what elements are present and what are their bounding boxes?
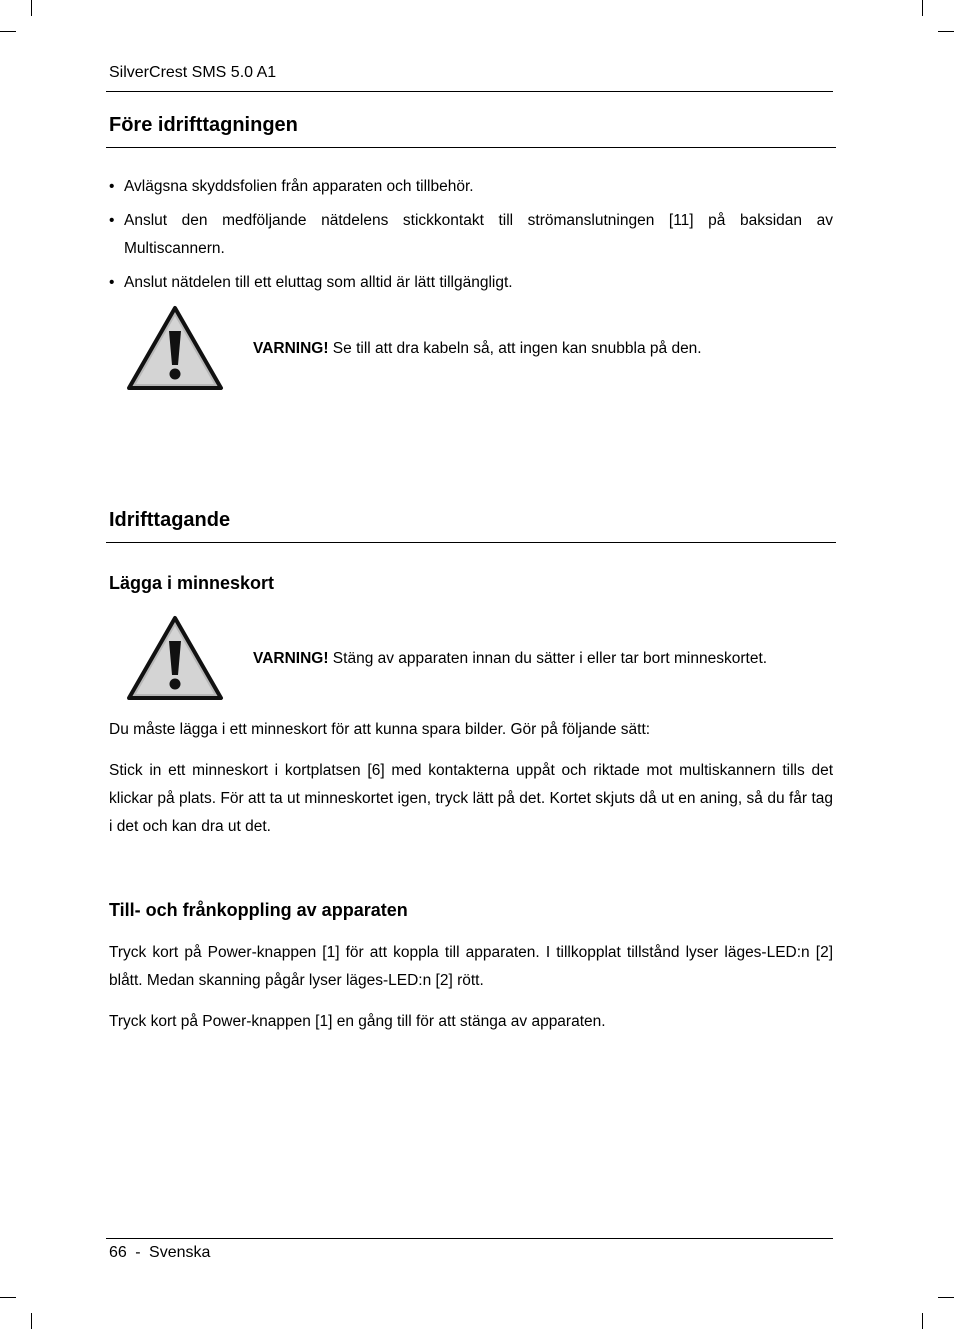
bullet-icon: •: [109, 178, 115, 195]
paragraph: Tryck kort på Power-knappen [1] en gång till för att stänga av apparaten.: [109, 1013, 606, 1030]
page-number: 66: [109, 1244, 127, 1261]
section-heading-startup: Idrifttagande: [109, 509, 231, 531]
bullet-icon: •: [109, 212, 115, 229]
bullet-icon: •: [109, 274, 115, 291]
section-rule: [106, 147, 836, 148]
crop-mark: [0, 1297, 16, 1298]
list-item-text: Avlägsna skyddsfolien från apparaten och tillbehör.: [124, 178, 474, 195]
warning-text: Stäng av apparaten innan du sätter i eller tar bort minneskortet.: [328, 650, 768, 667]
header-rule: [106, 91, 833, 92]
page-footer: [109, 1244, 210, 1262]
subheading-power: Till- och frånkoppling av apparaten: [109, 900, 408, 920]
crop-mark: [938, 1297, 954, 1298]
section-heading-before-use: Före idrifttagningen: [109, 114, 298, 136]
document-header: SilverCrest SMS 5.0 A1: [109, 64, 277, 81]
crop-mark: [922, 0, 923, 16]
list-item: [109, 207, 833, 263]
list-item-text: Anslut nätdelen till ett eluttag som alltid är lätt tillgängligt.: [124, 274, 513, 291]
warning-label: VARNING!: [253, 650, 329, 667]
warning-message: [253, 337, 702, 361]
warning-triangle-icon: [126, 305, 224, 391]
warning-text: Se till att dra kabeln så, att ingen kan snubbla på den.: [328, 340, 702, 357]
crop-mark: [31, 1313, 32, 1329]
paragraph: Stick in ett minneskort i kortplatsen [6] med kontakterna uppåt och riktade mot multiskannern tills det klickar på plats. För att ta ut minneskortet igen, tryck lätt på det. Kortet skjuts då ut en aning, så du får tag i det och kan dra ut det.: [109, 762, 833, 835]
footer-language: Svenska: [149, 1244, 211, 1261]
crop-mark: [922, 1313, 923, 1329]
paragraph: Tryck kort på Power-knappen [1] för att koppla till apparaten. I tillkopplat tillstånd lyser läges-LED:n [2] blått. Medan skanning pågår lyser läges-LED:n [2] rött.: [109, 944, 833, 989]
crop-mark: [938, 31, 954, 32]
crop-mark: [0, 31, 16, 32]
warning-message: [253, 647, 767, 671]
paragraph: Du måste lägga i ett minneskort för att kunna spara bilder. Gör på följande sätt:: [109, 721, 651, 738]
footer-rule: [106, 1238, 833, 1239]
list-item-text: Anslut den medföljande nätdelens stickkontakt till strömanslutningen [11] på baksidan av Multiscannern.: [124, 212, 833, 257]
warning-triangle-icon: [126, 615, 224, 701]
list-item: [109, 269, 833, 297]
footer-separator: -: [135, 1244, 141, 1261]
list-item: [109, 173, 833, 201]
crop-mark: [31, 0, 32, 16]
warning-label: VARNING!: [253, 340, 329, 357]
subheading-memory-card: Lägga i minneskort: [109, 573, 275, 593]
section-rule: [106, 542, 836, 543]
